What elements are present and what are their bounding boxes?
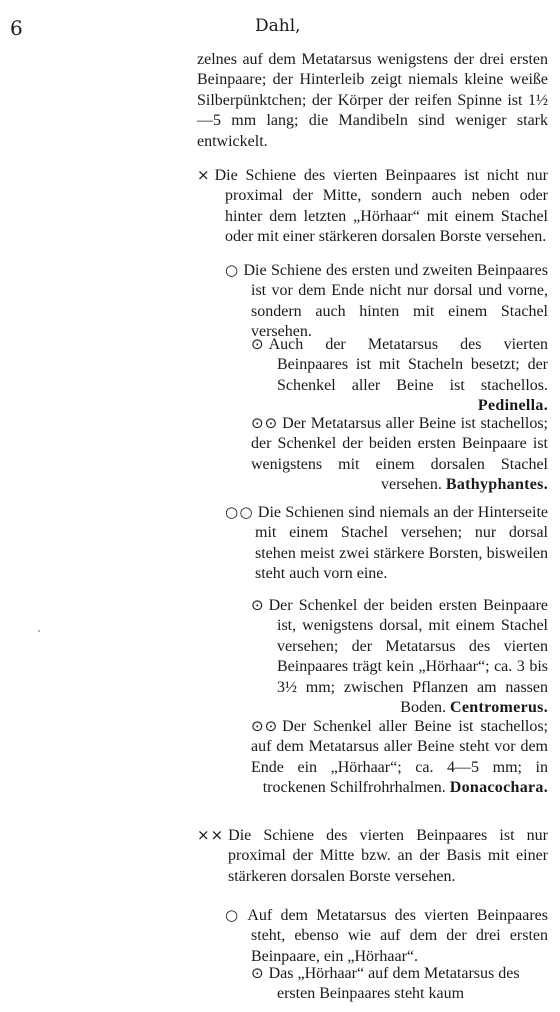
entry-text: Das „Hörhaar“ auf dem Metatarsus des ersten Beinpaares steht kaum (268, 965, 520, 1003)
key-entry (197, 825, 548, 887)
key-symbol: ⊙ (251, 596, 265, 614)
key-entry (251, 413, 548, 496)
key-symbol: ○ (225, 906, 244, 924)
key-symbol: ○ (225, 261, 240, 279)
entry-text: Der Metatarsus aller Beine ist stachellos; der Schenkel der beiden ersten Beinpaare ist wenigstens mit einem dorsalen Stachel versehen. (251, 415, 548, 494)
entry-text: Auch der Metatarsus des vierten Beinpaares ist mit Stacheln besetzt; der Schenkel aller Beine ist stachellos. (268, 336, 548, 394)
key-entry (251, 716, 548, 799)
genus-name: Pedinella. (477, 397, 548, 415)
key-symbol: ⊙⊙ (251, 414, 279, 432)
entry-text: Die Schiene des vierten Beinpaares ist nur proximal der Mitte bzw. an der Basis mit einer stärkeren dorsalen Borste versehen. (228, 827, 548, 885)
running-head: Dahl, (255, 16, 301, 36)
entry-text: zelnes auf dem Metatarsus wenigstens der drei ersten Beinpaare; der Hinterleib zeigt niemals kleine weiße Silberpünktchen; der Körper der reifen Spinne ist 1½—5 mm lang; die Mandibeln sind weniger stark entwickelt. (197, 51, 548, 150)
key-symbol: ⊙ (251, 335, 265, 353)
key-entry (225, 905, 548, 967)
key-entry (251, 334, 548, 417)
genus-name: Bathyphantes. (445, 476, 548, 494)
page-number: 6 (10, 16, 23, 40)
entry-text: Die Schiene des ersten und zweiten Beinpaares ist vor dem Ende nicht nur dorsal und vorne, sondern auch hinten mit einem Stachel versehen. (243, 262, 549, 341)
key-entry (251, 963, 548, 1005)
entry-text: Der Schenkel der beiden ersten Beinpaare ist, wenigstens dorsal, mit einem Stachel versehen; der Metatarsus des vierten Beinpaares trägt kein „Hörhaar“; ca. 3 bis 3½ mm; zwischen Pflanzen am nassen Boden. (268, 597, 548, 717)
key-symbol: ⊙ (251, 964, 265, 982)
key-symbol: ○○ (225, 503, 254, 521)
key-entry (225, 260, 548, 343)
speck (38, 630, 40, 632)
entry-text: Die Schienen sind niemals an der Hinterseite mit einem Stachel versehen; nur dorsal stehen meist zwei stärkere Borsten, bisweilen steht auch vorn eine. (255, 504, 548, 583)
entry-text: Der Schenkel aller Beine ist stachellos; auf dem Metatarsus aller Beine steht vor dem Ende ein „Hörhaar“; ca. 4—5 mm; in trockenen Schilfrohrhalmen. (251, 718, 548, 797)
key-symbol: ×× (197, 826, 225, 844)
entry-text: Auf dem Metatarsus des vierten Beinpaares steht, ebenso wie auf dem der drei ersten Beinpaare, ein „Hörhaar“. (247, 907, 548, 965)
key-entry (197, 50, 548, 152)
key-symbol: ⊙⊙ (251, 717, 279, 735)
genus-name: Donacochara. (449, 779, 548, 797)
genus-name: Centromerus. (450, 699, 548, 717)
key-entry (251, 595, 548, 718)
key-entry (225, 502, 548, 585)
entry-text: Die Schiene des vierten Beinpaares ist nicht nur proximal der Mitte, sondern auch neben oder hinter dem letzten „Hörhaar“ mit einem Stachel oder mit einer stärkeren dorsalen Borste versehen. (214, 167, 548, 246)
key-symbol: × (197, 166, 211, 184)
key-entry (197, 165, 548, 248)
